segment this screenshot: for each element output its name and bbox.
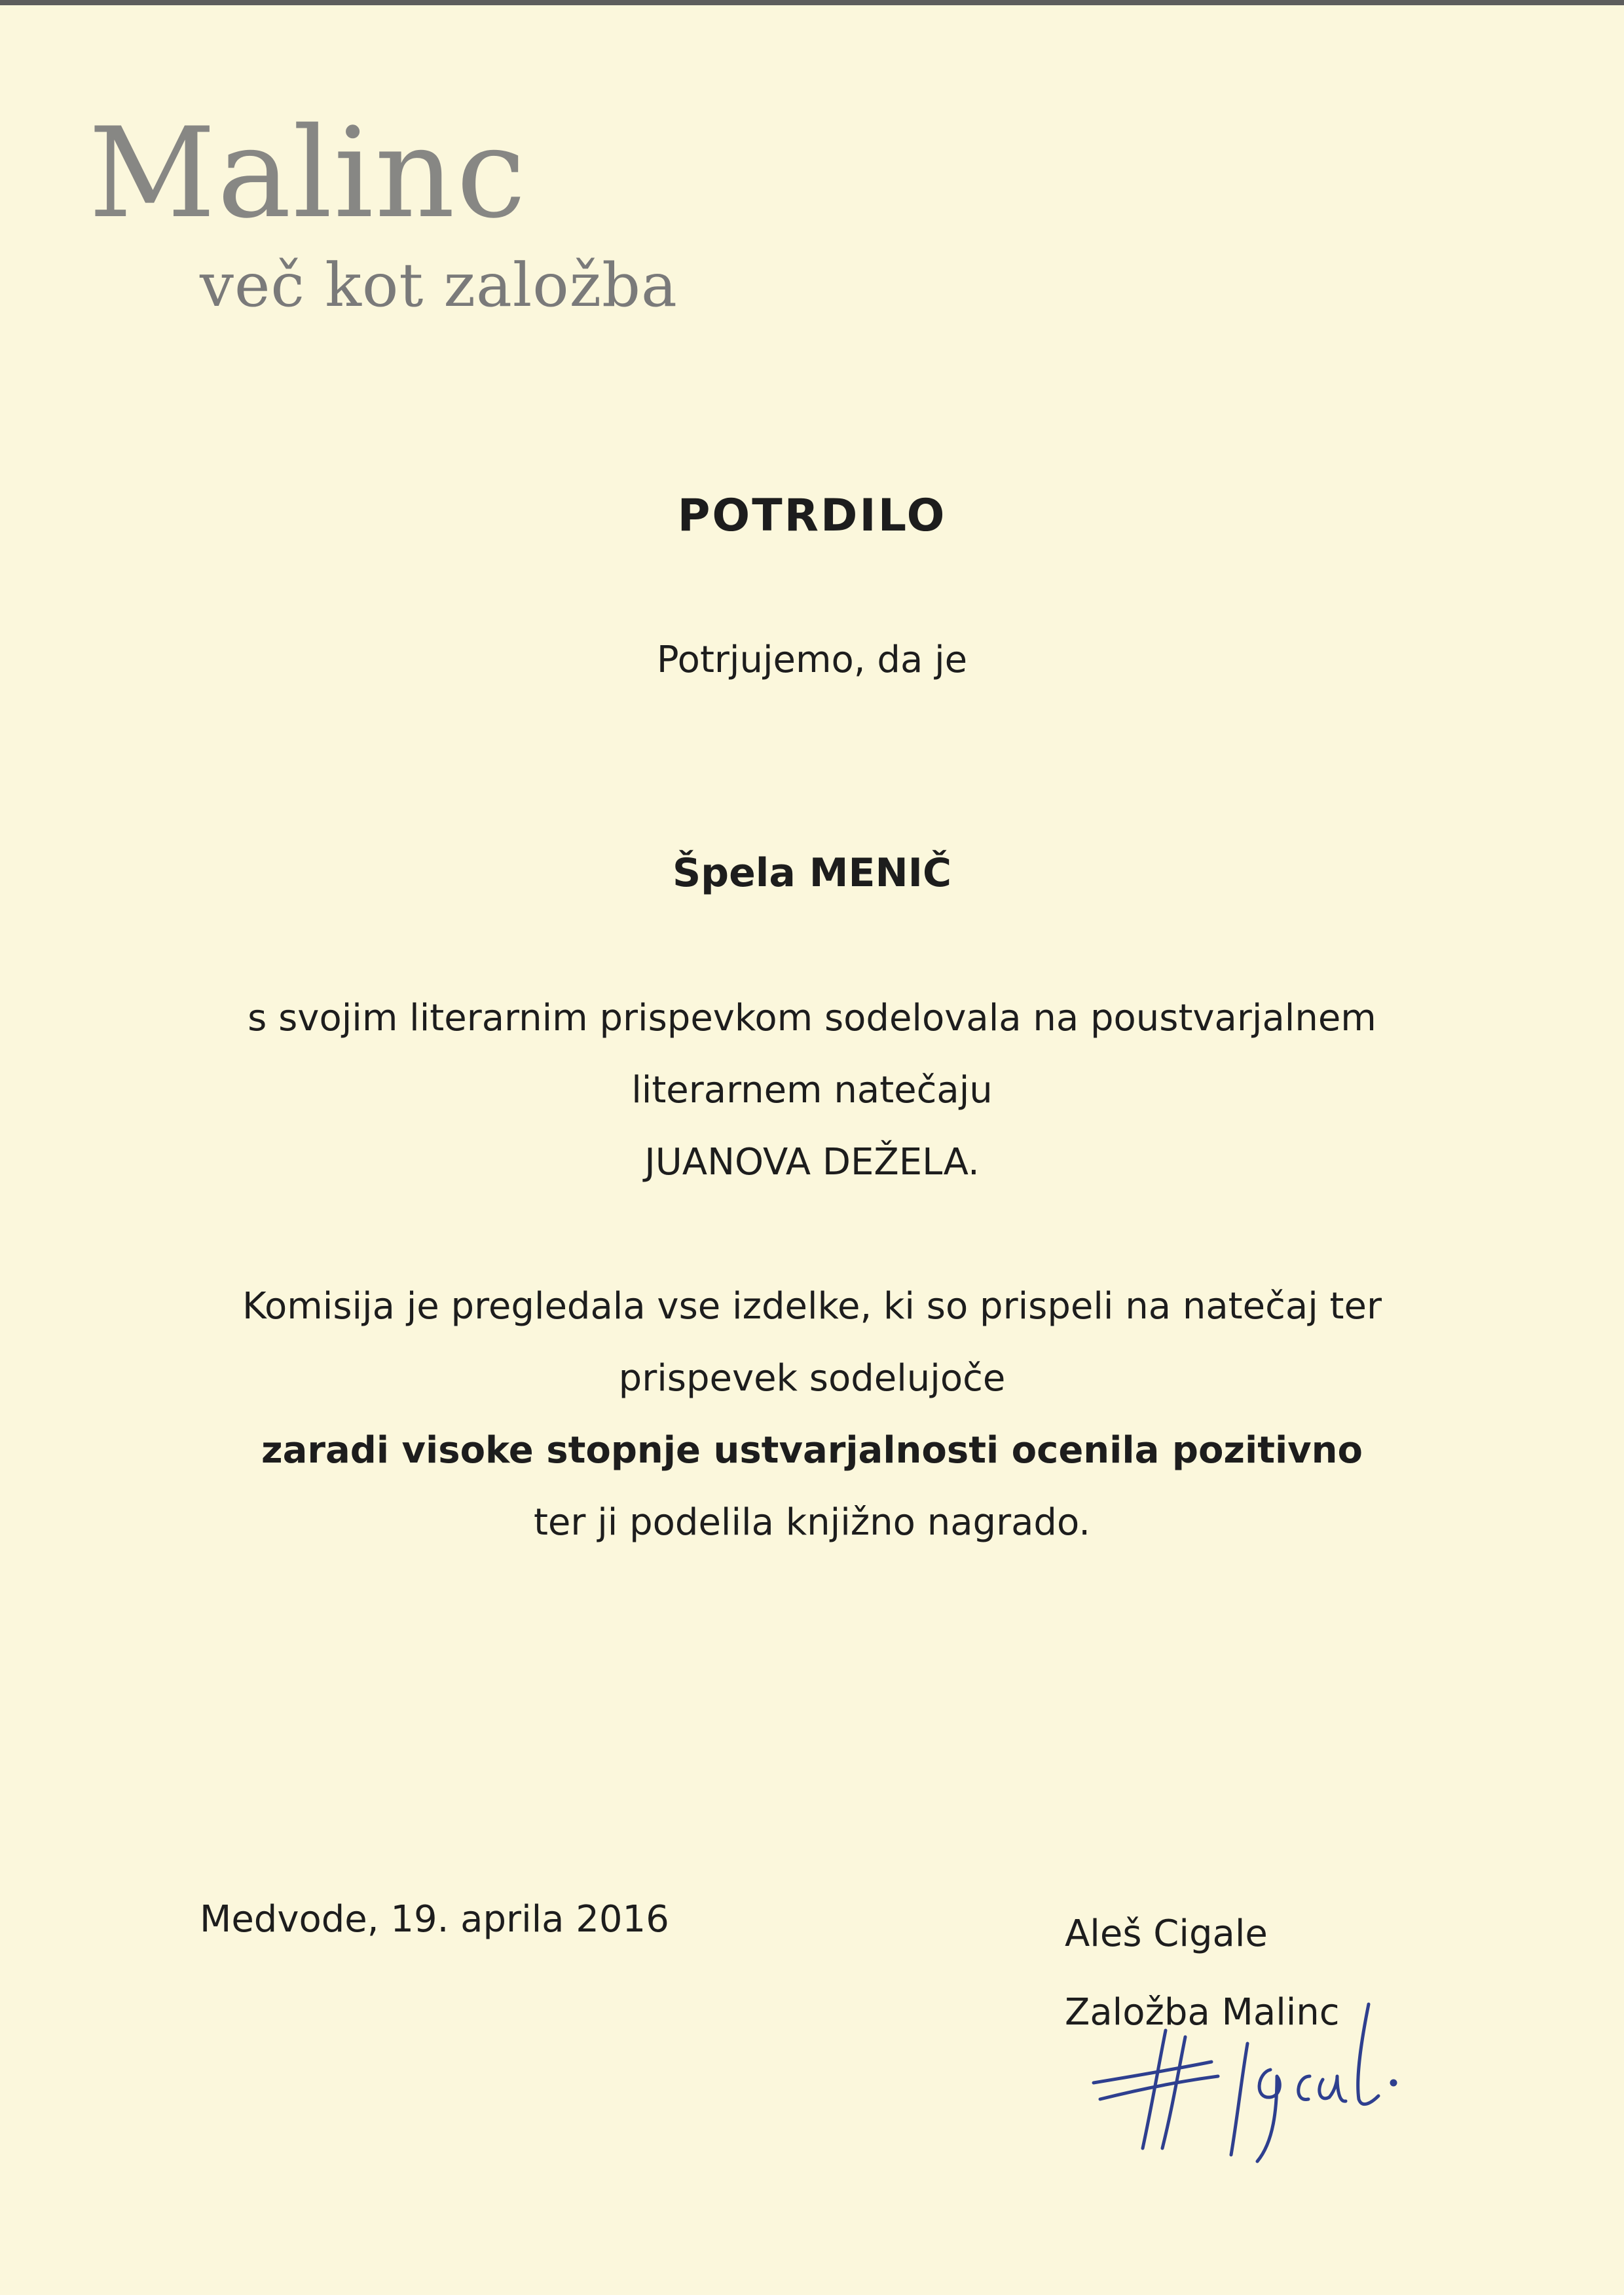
paragraph2-line: prispevek sodelujoče bbox=[618, 1357, 1006, 1400]
intro-text: Potrjujemo, da je bbox=[656, 639, 968, 681]
paragraph2-line: Komisija je pregledala vse izdelke, ki so prispeli na natečaj ter bbox=[242, 1285, 1382, 1328]
handwritten-signature bbox=[1080, 1985, 1434, 2181]
paragraph2-bold-line: zaradi visoke stopnje ustvarjalnosti ocenila pozitivno bbox=[261, 1429, 1363, 1472]
place-date: Medvode, 19. aprila 2016 bbox=[200, 1898, 669, 1941]
page-top-edge bbox=[0, 0, 1624, 5]
publisher-logo bbox=[88, 101, 809, 347]
document-title: POTRDILO bbox=[677, 490, 947, 542]
logo-tagline: več kot založba bbox=[200, 250, 678, 320]
paragraph1-line: s svojim literarnim prispevkom sodelovala na poustvarjalnem bbox=[248, 997, 1376, 1039]
signer-organization: Založba Malinc bbox=[1065, 1991, 1340, 2034]
logo-name: Malinc bbox=[88, 101, 528, 246]
recipient-name: Špela MENIČ bbox=[672, 850, 952, 896]
paragraph1-line: literarnem natečaju bbox=[631, 1069, 993, 1111]
signer-name: Aleš Cigale bbox=[1065, 1912, 1268, 1955]
commission-paragraph bbox=[0, 1271, 1624, 1559]
paragraph2-line: ter ji podelila knjižno nagrado. bbox=[533, 1501, 1091, 1544]
participation-paragraph bbox=[0, 982, 1624, 1199]
paragraph1-line: JUANOVA DEŽELA. bbox=[644, 1141, 980, 1184]
